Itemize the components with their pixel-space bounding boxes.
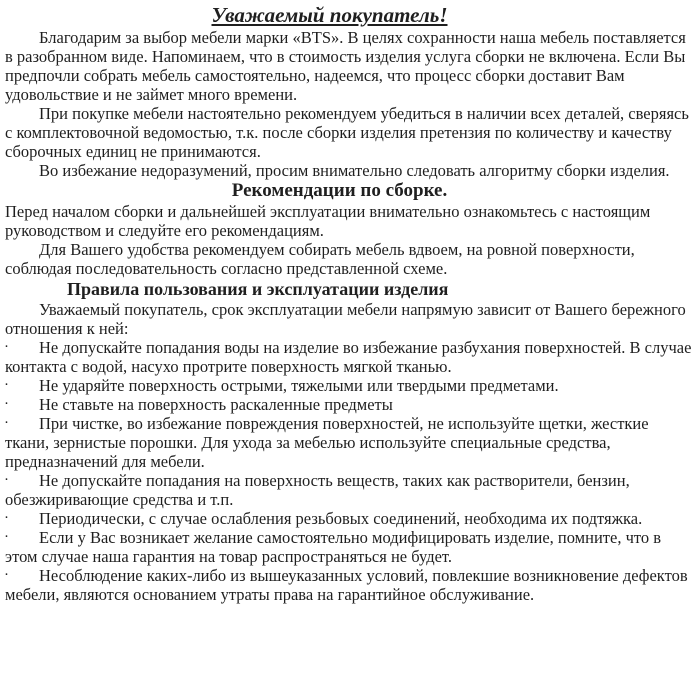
intro-paragraph-1: Благодарим за выбор мебели марки «BTS». В целях сохранности наша мебель поставляется в разобранном виде. Напоминаем, что в стоимость изделия услуга сборки не включена. Если Вы предпочли собрать мебель самостоятельно, надеемся, что процесс сборки доставит Вам удовольствие и не займет много времени. [5,28,686,104]
usage-section-heading: Правила пользования и эксплуатации изделия [67,279,449,299]
usage-rule-text: Периодически, с случае ослабления резьбовых соединений, необходима их подтяжка. [39,509,643,528]
bullet-marker: · [4,472,9,488]
usage-rule-2 [5,376,694,395]
document-title: Уважаемый покупатель! [211,3,448,27]
bullet-marker: · [4,415,9,431]
usage-rule-text: Не ударяйте поверхность острыми, тяжелыми или твердыми предметами. [39,376,559,395]
usage-rule-text: Не ставьте на поверхность раскаленные предметы [39,395,393,414]
assembly-paragraph-1: Перед началом сборки и дальнейшей эксплуатации внимательно ознакомьтесь с настоящим руководством и следуйте его рекомендациям. [5,202,651,240]
usage-rule-1 [5,338,694,376]
intro-paragraph-2: При покупке мебели настоятельно рекомендуем убедиться в наличии всех деталей, сверяясь с комплектовочной ведомостью, т.к. после сборки изделия претензия по количеству и качеству сборочных единиц не принимаются. [5,104,689,161]
usage-rule-6 [5,509,694,528]
bullet-marker: · [4,396,9,412]
usage-rule-text: Не допускайте попадания воды на изделие во избежание разбухания поверхностей. В случае контакта с водой, насухо протрите поверхность мягкой тканью. [5,338,692,376]
usage-rule-text: Несоблюдение каких-либо из вышеуказанных условий, повлекшие возникновение дефектов мебели, являются основанием утраты права на гарантийное обслуживание. [5,566,688,604]
bullet-marker: · [4,510,9,526]
bullet-marker: · [4,529,9,545]
usage-rule-text: При чистке, во избежание повреждения поверхностей, не используйте щетки, жесткие ткани, зернистые порошки. Для ухода за мебелью используйте специальные средства, предназначений для мебели. [5,414,649,471]
usage-rule-7 [5,528,694,566]
bullet-marker: · [4,339,9,355]
bullet-marker: · [4,567,9,583]
assembly-section-heading: Рекомендации по сборке. [231,180,448,201]
usage-rule-text: Если у Вас возникает желание самостоятельно модифицировать изделие, помните, что в этом случае наша гарантия на товар распространяться не будет. [5,528,662,566]
usage-rule-8 [5,566,694,604]
usage-lead-paragraph: Уважаемый покупатель, срок эксплуатации мебели напрямую зависит от Вашего бережного отношения к ней: [5,300,686,338]
usage-rule-5 [5,471,694,509]
usage-rule-text: Не допускайте попадания на поверхность веществ, таких как растворители, бензин, обезжиривающие средства и т.п. [5,471,630,509]
assembly-paragraph-2: Для Вашего удобства рекомендуем собирать мебель вдвоем, на ровной поверхности, соблюдая последовательность согласно представленной схеме. [5,240,635,278]
intro-paragraph-3: Во избежание недоразумений, просим внимательно следовать алгоритму сборки изделия. [39,161,670,180]
usage-rule-4 [5,414,694,471]
bullet-marker: · [4,377,9,393]
usage-rule-3 [5,395,694,414]
